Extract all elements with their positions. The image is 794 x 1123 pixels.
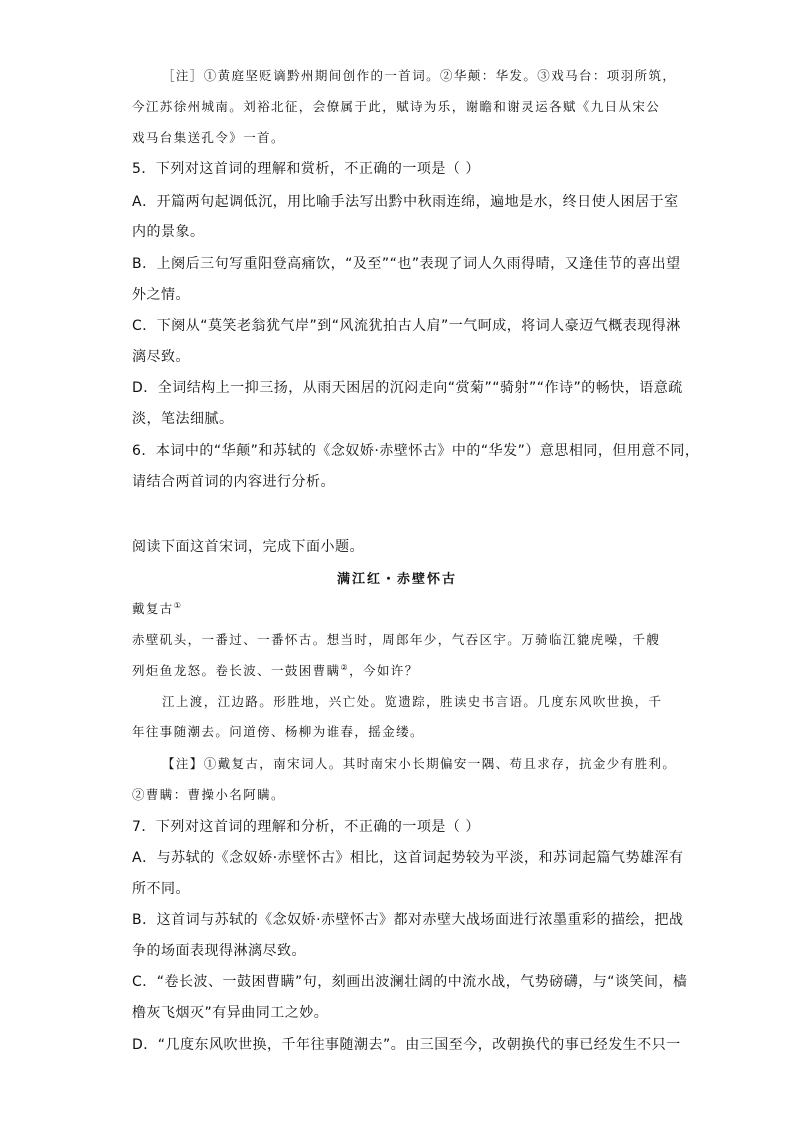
q5-stem: 5．下列对这首词的理解和赏析，不正确的一项是（ ） [132, 161, 480, 177]
q7-stem: 7．下列对这首词的理解和分析，不正确的一项是（ ） [132, 819, 480, 835]
q5-option-b-1: B．上阕后三句写重阳登高痛饮，“及至”“也”表现了词人久雨得晴，又逢佳节的喜出望 [132, 256, 681, 272]
q7-option-a-1: A．与苏轼的《念奴娇·赤壁怀古》相比，这首词起势较为平淡，和苏词起篇气势雄浑有 [132, 850, 684, 866]
reading-intro: 阅读下面这首宋词，完成下面小题。 [132, 539, 364, 555]
q5-option-c-2: 漓尽致。 [132, 349, 190, 365]
q7-option-c-2: 橹灰飞烟灭”有异曲同工之妙。 [132, 1005, 329, 1021]
poem-stanza-2-line-2: 年往事随潮去。问道傍、杨柳为谁春，摇金缕。 [132, 724, 424, 739]
q5-option-a-1: A．开篇两句起调低沉，用比喻手法写出黔中秋雨连绵，遍地是水，终日使人困居于室 [132, 194, 679, 210]
q5-option-b-2: 外之情。 [132, 287, 190, 303]
q7-option-b-2: 争的场面表现得淋漓尽致。 [132, 943, 306, 959]
q5-option-d-1: D．全词结构上一抑三扬，从雨天困居的沉闷走向“赏菊”“骑射”“作诗”的畅快，语意疏 [132, 380, 683, 396]
footnote-mark: ② [340, 662, 350, 672]
q6-line-1: 6．本词中的“华颠”和苏轼的《念奴娇·赤壁怀古》中的“华发”）意思相同，但用意不同， [132, 443, 700, 459]
q7-option-d-1: D．“几度东风吹世换，千年往事随潮去”。由三国至今，改朝换代的事已经发生不只一 [132, 1037, 681, 1053]
footnote-mark: ① [173, 600, 183, 610]
note-line-3: 戏马台集送孔令》一首。 [132, 130, 285, 145]
note2-line-2: ②曹瞒：曹操小名阿瞒。 [132, 787, 285, 802]
q7-option-b-1: B．这首词与苏轼的《念奴娇·赤壁怀古》都对赤壁大战场面进行浓墨重彩的描绘，把战 [132, 912, 684, 928]
q5-option-a-2: 内的景象。 [132, 224, 205, 240]
note-line-2: 今江苏徐州城南。刘裕北征，会僚属于此，赋诗为乐，谢瞻和谢灵运各赋《九日从宋公 [132, 99, 661, 114]
poem-stanza-1-line-2: 列炬鱼龙怒。卷长波、一鼓困曹瞒②，今如许？ [132, 662, 419, 678]
poem-title: 满江红・赤壁怀古 [336, 572, 457, 587]
note-line-1: ［注］①黄庭坚贬谪黔州期间创作的一首词。②华颠：华发。③戏马台：项羽所筑， [162, 68, 677, 83]
poem-stanza-2-line-1: 江上渡，江边路。形胜地，兴亡处。览遗踪，胜读史书言语。几度东风吹世换，千 [162, 694, 663, 709]
poem-author: 戴复古① [132, 600, 183, 616]
q5-option-d-2: 淡，笔法细腻。 [132, 411, 234, 427]
q6-line-2: 请结合两首词的内容进行分析。 [132, 474, 335, 490]
q5-option-c-1: C．下阕从“莫笑老翁犹气岸”到“风流犹拍古人肩”一气呵成，将词人豪迈气概表现得淋 [132, 318, 681, 334]
q7-option-a-2: 所不同。 [132, 881, 190, 897]
note2-line-1: 【注】①戴复古，南宋词人。其时南宋小长期偏安一隅、苟且求存，抗金少有胜利。 [162, 756, 677, 771]
q7-option-c-1: C．“卷长波、一鼓困曹瞒”句，刻画出波澜壮阔的中流水战，气势磅礴，与“谈笑间，樯 [132, 974, 688, 990]
poem-stanza-1-line-1: 赤壁矶头，一番过、一番怀古。想当时，周郎年少，气吞区宇。万骑临江貔虎噪，千艘 [132, 632, 661, 647]
